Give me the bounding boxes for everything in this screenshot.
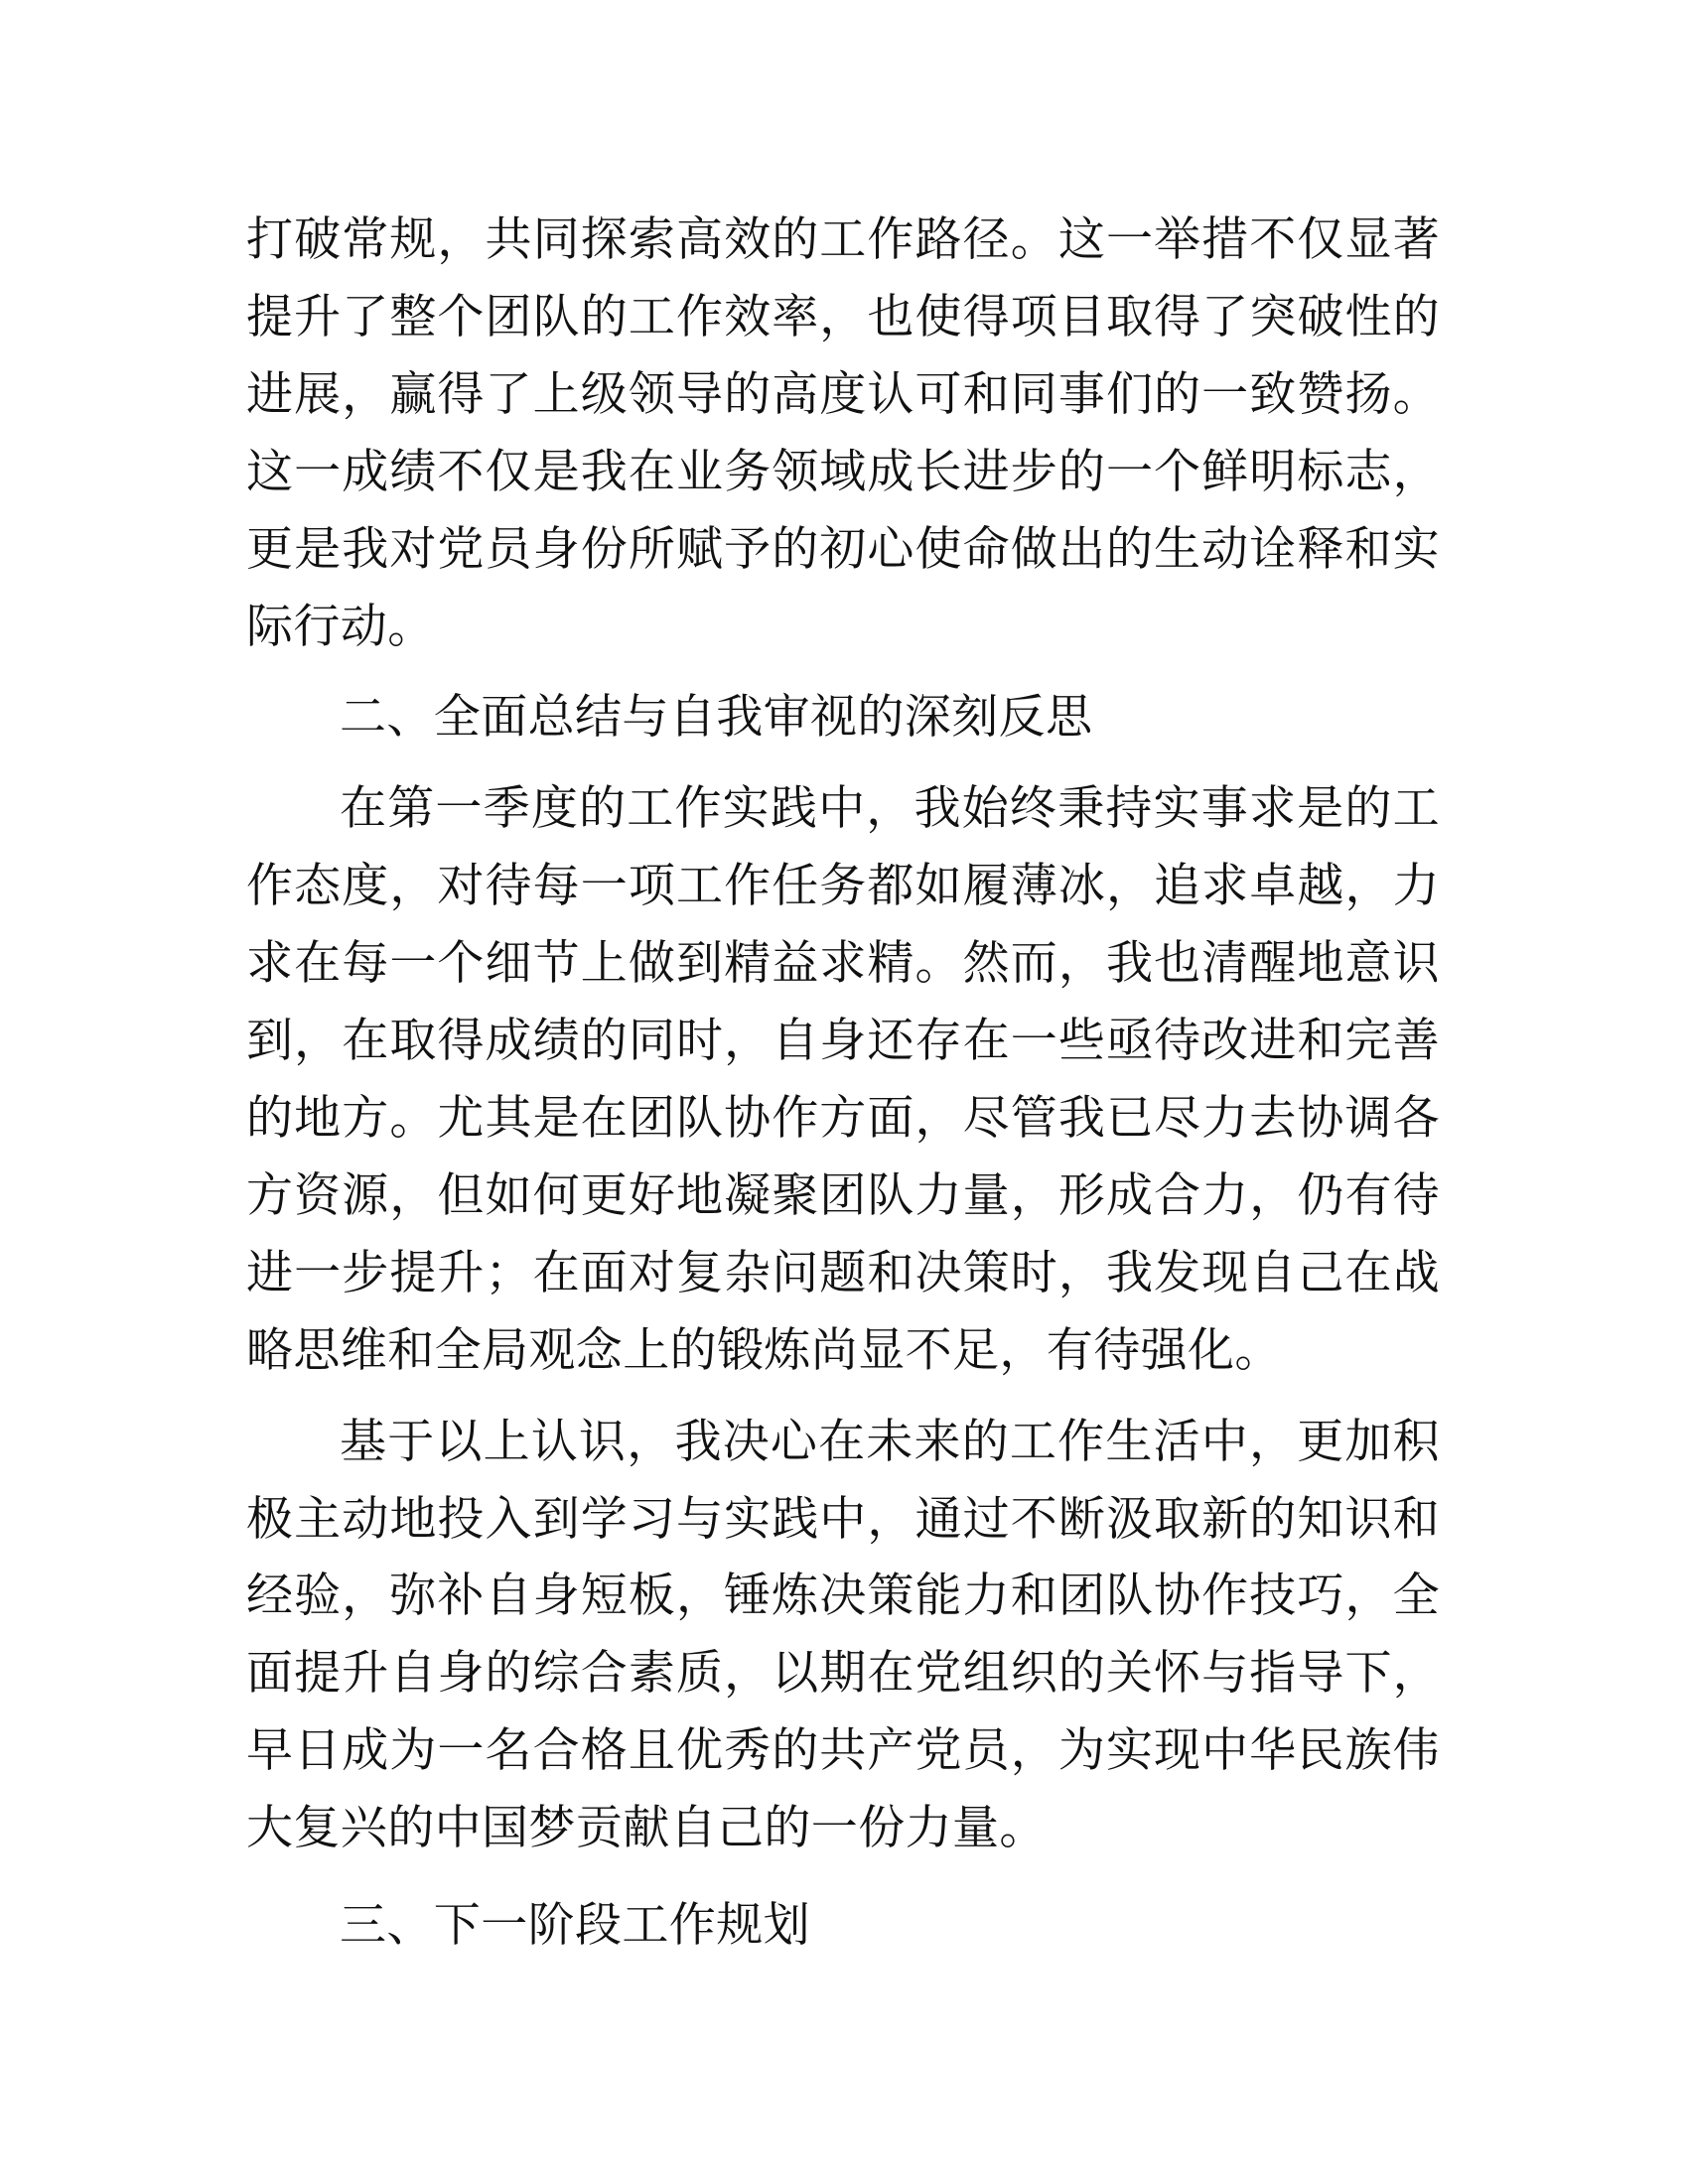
paragraph-reflection: 在第一季度的工作实践中，我始终秉持实事求是的工作态度，对待每一项工作任务都如履薄冰，追求卓越，力求在每一个细节上做到精益求精。然而，我也清醒地意识到，在取得成绩的同时，自身还存在一些亟待改进和完善的地方。尤其是在团队协作方面，尽管我已尽力去协调各方资源，但如何更好地凝聚团队力量，形成合力，仍有待进一步提升；在面对复杂问题和决策时，我发现自己在战略思维和全局观念上的锻炼尚显不足，有待强化。: [246, 781, 1440, 1378]
section-heading-2: 二、全面总结与自我审视的深刻反思: [340, 690, 1093, 746]
document-body: [246, 202, 1440, 1965]
section-heading-3: 三、下一阶段工作规划: [340, 1898, 810, 1954]
paragraph-resolution: 基于以上认识，我决心在未来的工作生活中，更加积极主动地投入到学习与实践中，通过不断汲取新的知识和经验，弥补自身短板，锤炼决策能力和团队协作技巧，全面提升自身的综合素质，以期在党组织的关怀与指导下，早日成为一名合格且优秀的共产党员，为实现中华民族伟大复兴的中国梦贡献自己的一份力量。: [246, 1414, 1440, 1856]
paragraph-continued: 打破常规，共同探索高效的工作路径。这一举措不仅显著提升了整个团队的工作效率，也使得项目取得了突破性的进展，赢得了上级领导的高度认可和同事们的一致赞扬。这一成绩不仅是我在业务领域成长进步的一个鲜明标志，更是我对党员身份所赋予的初心使命做出的生动诠释和实际行动。: [246, 212, 1440, 654]
